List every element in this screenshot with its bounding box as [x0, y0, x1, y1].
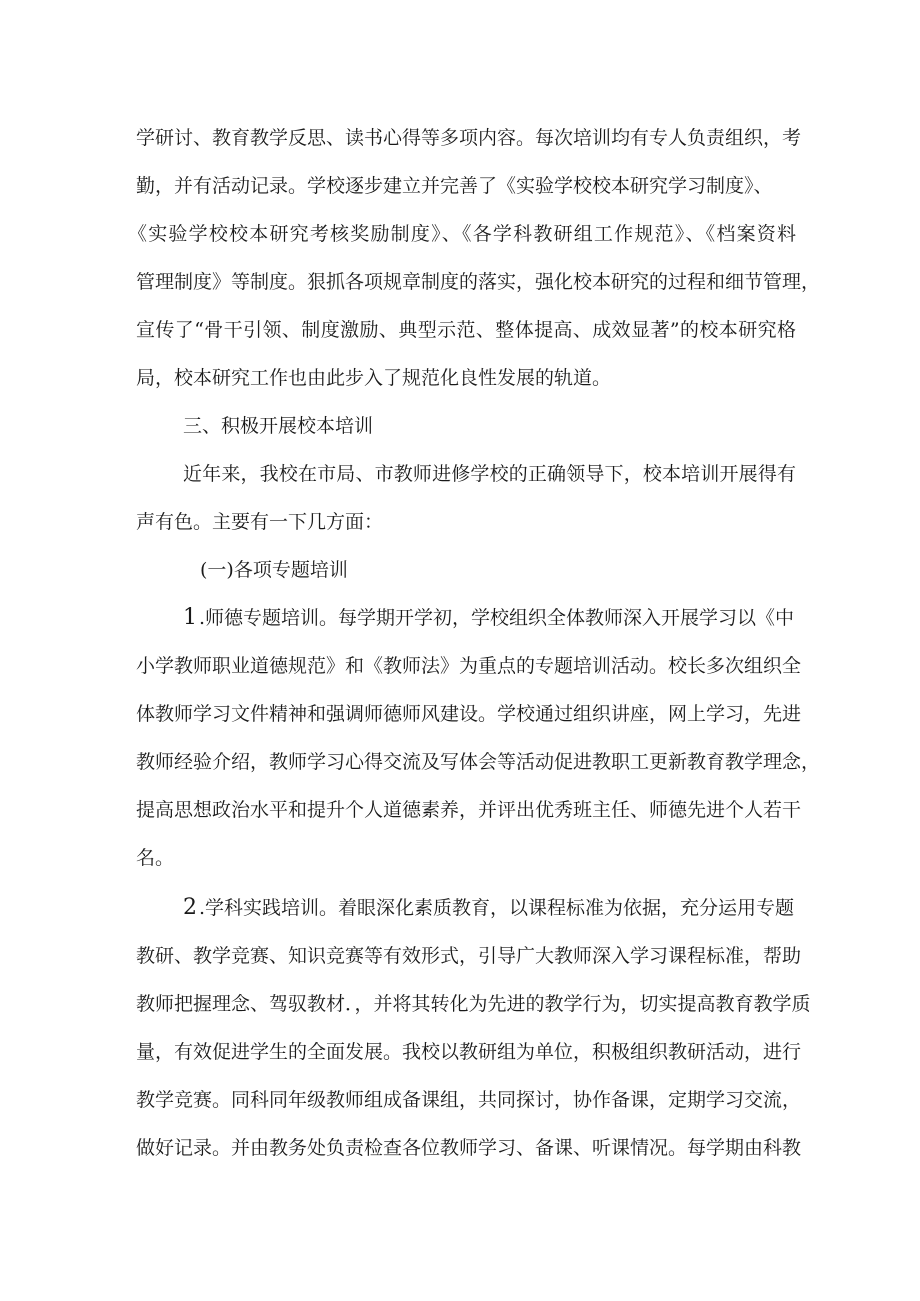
list-item-first-line — [183, 606, 796, 630]
section-heading: 三、积极开展校本培训 — [183, 415, 374, 437]
paragraph-line: 学研讨、教育教学反思、读书心得等多项内容。每次培训均有专人负责组织，考 — [136, 127, 802, 149]
list-item-first-line — [183, 896, 796, 920]
subsection-heading: (一)各项专题培训 — [200, 559, 348, 581]
paragraph-line: 量，有效促进学生的全面发展。我校以教研组为单位，积极组织教研活动，进行 — [136, 1041, 802, 1063]
paragraph-line: 声有色。主要有一下几方面： — [136, 511, 384, 533]
paragraph-line: 教研、教学竞赛、知识竞赛等有效形式，引导广大教师深入学习课程标准，帮助 — [136, 945, 802, 967]
paragraph-line: 宣传了“骨干引领、制度激励、典型示范、整体提高、成效显著”的校本研究格 — [136, 319, 796, 341]
paragraph-line: 《实验学校校本研究考核奖励制度》、《各学科教研组工作规范》、《档案资料 — [128, 223, 796, 245]
paragraph-line: 教师经验介绍，教师学习心得交流及写体会等活动促进教职工更新教育教学理念， — [136, 751, 821, 773]
paragraph-line: 体教师学习文件精神和强调师德师风建设。学校通过组织讲座，网上学习，先进 — [136, 703, 802, 725]
list-item-number: 2 — [183, 895, 199, 920]
paragraph-line: 做好记录。并由教务处负责检查各位教师学习、备课、听课情况。每学期由科教 — [136, 1137, 802, 1159]
paragraph-line: 提高思想政治水平和提升个人道德素养，并评出优秀班主任、师德先进个人若干 — [136, 799, 802, 821]
list-item-number: 1 — [183, 605, 199, 630]
list-item-text: .学科实践培训。着眼深化素质教育，以课程标准为依据，充分运用专题 — [199, 897, 795, 919]
paragraph-line: 局，校本研究工作也由此步入了规范化良性发展的轨道。 — [136, 367, 612, 389]
paragraph-line: 勤，并有活动记录。学校逐步建立并完善了《实验学校校本研究学习制度》、 — [136, 175, 773, 197]
paragraph-line: 教学竞赛。同科同年级教师组成备课组，共同探讨，协作备课，定期学习交流， — [136, 1089, 802, 1111]
paragraph-line: 教师把握理念、驾驭教材．，并将其转化为先进的教学行为，切实提高教育教学质 — [136, 993, 811, 1015]
paragraph-line: 名。 — [136, 847, 175, 869]
paragraph-line: 管理制度》等制度。狠抓各项规章制度的落实，强化校本研究的过程和细节管理， — [136, 271, 821, 293]
list-item-text: .师德专题培训。每学期开学初，学校组织全体教师深入开展学习以《中 — [199, 607, 795, 629]
paragraph-line: 近年来，我校在市局、市教师进修学校的正确领导下，校本培训开展得有 — [183, 463, 796, 485]
paragraph-line: 小学教师职业道德规范》和《教师法》为重点的专题培训活动。校长多次组织全 — [136, 655, 802, 677]
